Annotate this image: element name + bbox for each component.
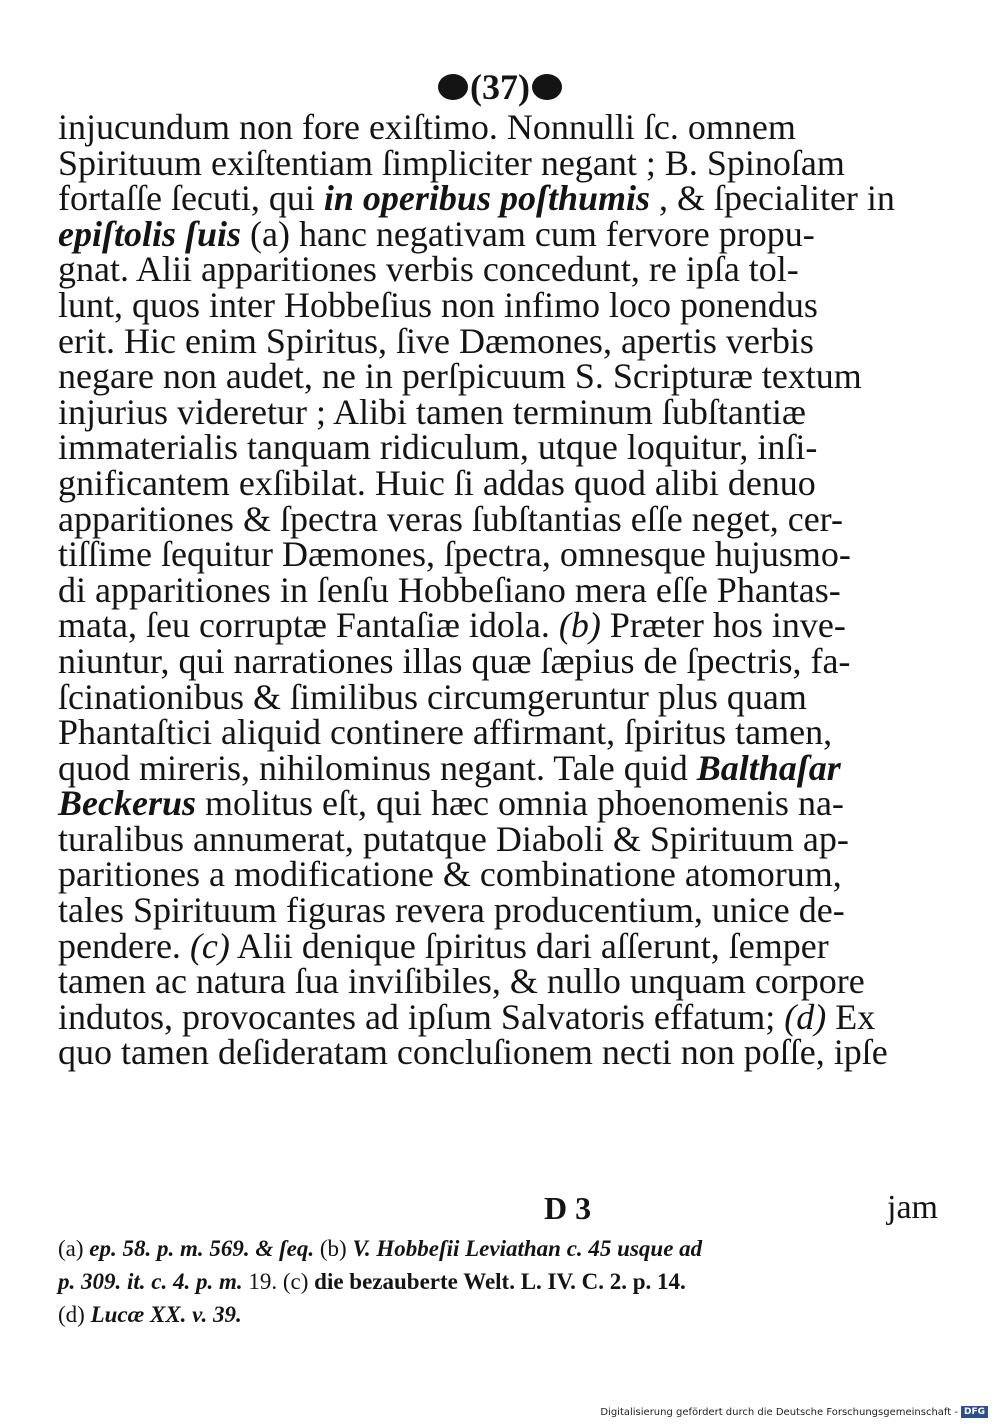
text-line: indutos, provocantes ad ipſum Salvatoris effatum; (d) Ex — [58, 996, 876, 1037]
text-line: Spirituum exiſtentiam ſimpliciter negant ; B. Spinoſam — [58, 142, 845, 183]
text-line: negare non audet, ne in perſpicuum S. Scripturæ textum — [58, 356, 862, 397]
text-line: tiſſime ſequitur Dæmones, ſpectra, omnesque hujusmo- — [58, 534, 851, 575]
text-line: lunt, quos inter Hobbeſius non infimo loco ponendus — [58, 284, 818, 325]
text-line: injurius videretur ; Alibi tamen terminum ſubſtantiæ — [58, 391, 806, 432]
text-line: ſcinationibus & ſimilibus circumgeruntur plus quam — [58, 676, 807, 717]
text-line: gnificantem exſibilat. Huic ſi addas quod alibi denuo — [58, 462, 816, 503]
body-text — [58, 107, 938, 1073]
text-line: epiſtolis ſuis (a) hanc negativam cum fervore propu- — [58, 213, 815, 254]
page-number: (37) — [470, 67, 530, 107]
digitization-note — [600, 1406, 988, 1418]
text-line: injucundum non fore exiſtimo. Nonnulli ſc. omnem — [58, 107, 796, 147]
text-line: Beckerus molitus eſt, qui hæc omnia phoenomenis na- — [58, 783, 844, 824]
text-line: mata, ſeu corruptæ Fantaſiæ idola. (b) Præter hos inve- — [58, 605, 846, 646]
left-ornament-icon — [438, 74, 468, 100]
text-line: pendere. (c) Alii denique ſpiritus dari aſſerunt, ſemper — [58, 925, 829, 966]
right-ornament-icon — [532, 74, 562, 100]
page-header — [0, 64, 1000, 110]
footnotes — [58, 1232, 938, 1331]
footnote-line: p. 309. it. c. 4. p. m. 19. (c) die bezauberte Welt. L. IV. C. 2. p. 14. — [58, 1269, 686, 1294]
catchword: jam — [887, 1189, 938, 1226]
text-line: erit. Hic enim Spiritus, ſive Dæmones, apertis verbis — [58, 320, 814, 361]
footnote-line: (a) ep. 58. p. m. 569. & ſeq. (b) V. Hobbeſii Leviathan c. 45 usque ad — [58, 1236, 703, 1261]
text-line: tales Spirituum figuras revera producentium, unice de- — [58, 890, 845, 931]
text-line: gnat. Alii apparitiones verbis concedunt, re ipſa tol- — [58, 249, 799, 290]
text-line: fortaſſe ſecuti, qui in operibus poſthumis , & ſpecialiter in — [58, 178, 895, 219]
text-line: paritiones a modificatione & combinatione atomorum, — [58, 854, 842, 895]
text-line: niuntur, qui narrationes illas quæ ſæpius de ſpectris, fa- — [58, 640, 851, 681]
digitization-text: Digitalisierung gefördert durch die Deutsche Forschungsgemeinschaft - — [600, 1406, 958, 1418]
footnote-line: (d) Lucæ XX. v. 39. — [58, 1302, 242, 1327]
text-line: di apparitiones in ſenſu Hobbeſiano mera eſſe Phantas- — [58, 569, 841, 610]
text-line: turalibus annumerat, putatque Diaboli & Spirituum ap- — [58, 818, 849, 859]
text-line: tamen ac natura ſua inviſibiles, & nullo unquam corpore — [58, 961, 865, 1002]
text-line: immaterialis tanquam ridiculum, utque loquitur, inſi- — [58, 427, 818, 468]
text-line: quo tamen deſideratam concluſionem necti non poſſe, ipſe — [58, 1032, 888, 1073]
signature-mark: D 3 — [544, 1190, 592, 1226]
text-line: quod mireris, nihilominus negant. Tale quid Balthaſar — [58, 747, 841, 788]
dfg-logo-icon: DFG — [961, 1406, 988, 1418]
signature-row — [58, 1188, 938, 1228]
text-line: apparitiones & ſpectra veras ſubſtantias eſſe neget, cer- — [58, 498, 843, 539]
text-line: Phantaſtici aliquid continere affirmant, ſpiritus tamen, — [58, 712, 833, 753]
